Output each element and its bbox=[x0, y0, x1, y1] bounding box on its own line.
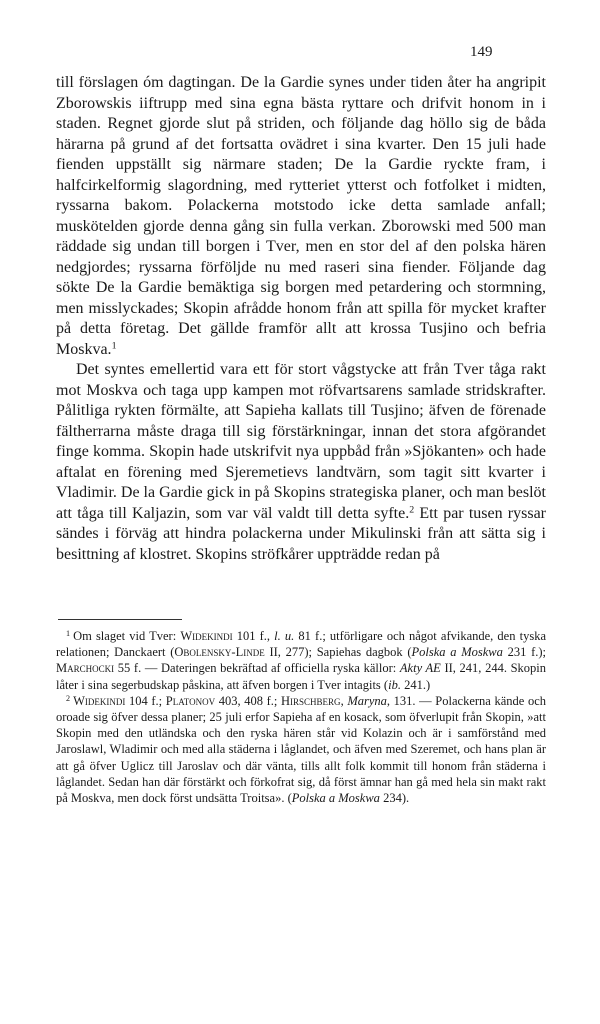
paragraph-1: till förslagen óm dagtingan. De la Gardie synes under tiden åter ha angripit Zborowskis iiftrupp med sina egna bästa ryttare och drifvit honom in i staden. Regnet gjorde slut på striden, och följande dag höllo sig de båda härarna på grund af det fortsatta ovädret i sina kvarter. Den 15 juli hade fienden uppställt sig närmare staden; De la Gardie ryckte fram, i halfcirkelformig slagordning, med rytteriet ytterst och fotfolket i midten, ryssarna bakom. Polackerna motstodo icke detta samlade anfall; muskötelden gjorde denna gång sin fulla verkan. Zborowski med 500 man räddade sig undan till borgen i Tver, men en stor del af den polska hären nedgjordes; ryssarna förföljde nu med raseri sina fiender. Följande dag sökte De la Gardie bemäktiga sig borgen med petardering och stormning, men misslyckades; Skopin afrådde honom från att spilla för mycket krafter på detta företag. Det gällde framför allt att krossa Tusjino och befria Moskva.$^1$ bbox=[56, 74, 546, 358]
main-text bbox=[56, 73, 546, 565]
footnotes bbox=[56, 628, 546, 806]
paragraph-2: Det syntes emellertid vara ett för stort vågstycke att från Tver tåga rakt mot Moskva och taga upp kampen mot röfvartsarens samlade stridskrafter. Pålitliga rykten förmälte, att Sapieha kallats till Tusjino; äfven de förenade fältherrarna måste draga till sig förstärkningar, innan det stora afgörandet finge komma. Skopin hade utskrifvit nya uppbåd från »Sjökanten» och hade aftalat en förening med Sjeremetievs landtvärn, som tagit sitt kvarter i Vladimir. De la Gardie gick in på Skopins strategiska planer, och man beslöt att tåga till Kaljazin, som var väl valdt till detta syfte.$^2$ Ett par tusen ryssar sändes i förväg att hindra polackerna under Mikulinski från att sätta sig i besittning af klostret. Skopins ströfkårer uppträdde redan på bbox=[56, 361, 546, 563]
footnote-ref-1: 1 bbox=[111, 340, 117, 352]
footnote-marker: 1 bbox=[66, 629, 71, 639]
footnote-separator bbox=[58, 619, 182, 620]
footnote-marker: 2 bbox=[66, 694, 71, 704]
footnote-ref-2: 2 bbox=[409, 504, 415, 516]
footnote-2: $^2$ Widekindi 104 f.; Platonov 403, 408 f.; Hirschberg, Maryna, 131. — Polackerna kände och oroade sig öfver dessa planer; 25 juli erfor Sapieha af en kosack, som öfverlupit från Skopin, »att Skopin med den utländska och den ryska hären står vid Kolazin och är i samförstånd med Jaroslawl, Wladimir och med alla städerna i låglandet, och äfven med Szeremet, och hans plan är att gå öfver Uglicz till Jaroslav och där vänta, tills allt folk kommit till honom från städerna i låglandet. Sedan han där förstärkt och förkofrat sig, då först ämnar han gå med hela sin makt rakt på Moskva, men dock först undsätta Troitsa». (Polska a Moskwa 234). bbox=[56, 693, 547, 806]
footnote-1: $^1$ Om slaget vid Tver: Widekindi 101 f., l. u. 81 f.; utförligare och något afvikande, den tyska relationen; Danckaert (Obolensky-Linde II, 277); Sapiehas dagbok (Polska a Moskwa 231 f.); Marchocki 55 f. — Dateringen bekräftad af officiella ryska källor: Akty AE II, 241, 244. Skopin låter i sina segerbudskap påskina, att äfven borgen i Tver intagits (ib. 241.) bbox=[56, 629, 547, 692]
page-number: 149 bbox=[470, 44, 493, 60]
